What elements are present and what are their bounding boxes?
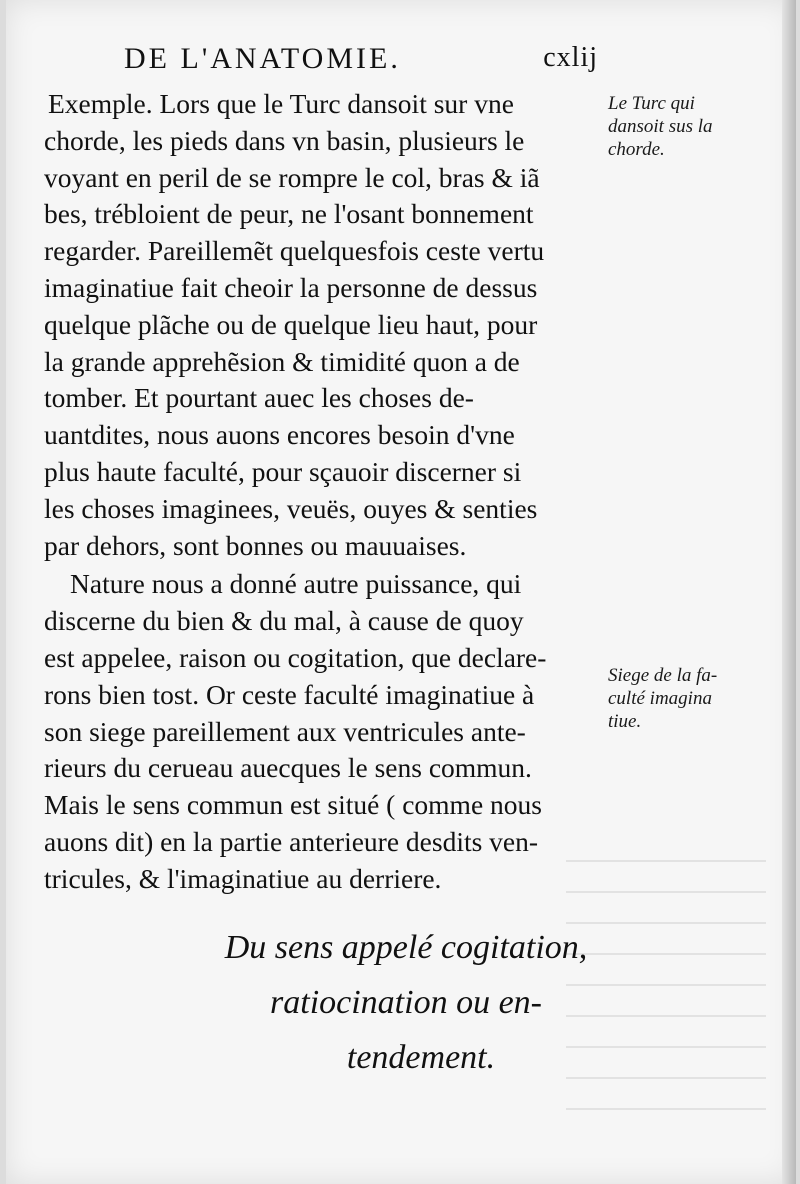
body-line: les choses imaginees, veuës, ouyes & senties — [44, 492, 538, 524]
body-line: la grande apprehẽsion & timidité quon a de — [44, 345, 520, 377]
body-line: regarder. Pareillemẽt quelquesfois ceste vertu — [44, 235, 545, 267]
margin-note-siege — [608, 664, 768, 733]
body-line: plus haute faculté, pour sçauoir discerner si — [44, 455, 522, 487]
section-heading — [6, 920, 800, 1085]
body-line: tomber. Et pourtant auec les choses de- — [44, 382, 474, 414]
section-heading-line: Du sens appelé cogitation, — [224, 929, 588, 966]
margin-note-line: chorde. — [608, 139, 665, 160]
body-line: bes, trébloient de peur, ne l'osant bonnement — [44, 198, 534, 230]
margin-note-line: tiue. — [608, 711, 642, 732]
body-line: tricules, & l'imaginatiue au derriere. — [44, 862, 442, 894]
book-page — [6, 0, 796, 1184]
body-line: son siege pareillement aux ventricules ante- — [44, 715, 526, 747]
body-line: rons bien tost. Or ceste faculté imaginatiue à — [44, 678, 535, 710]
body-line: uantdites, nous auons encores besoin d'vne — [44, 419, 515, 451]
body-line: Mais le sens commun est situé ( comme nous — [44, 789, 542, 821]
page-folio: cxlij — [543, 42, 598, 73]
running-head-title: DE L'ANATOMIE. — [124, 42, 401, 75]
section-heading-line: tendement. — [346, 1039, 496, 1076]
body-line: imaginatiue fait cheoir la personne de dessus — [44, 271, 538, 303]
body-line: par dehors, sont bonnes ou mauuaises. — [44, 529, 467, 561]
margin-note-line: dansoit sus la — [608, 116, 713, 137]
margin-note-line: Siege de la fa- — [608, 665, 718, 686]
margin-note-line: culté imagina — [608, 688, 712, 709]
body-line: est appelee, raison ou cogitation, que declare- — [44, 641, 547, 673]
margin-note-turc — [608, 92, 768, 161]
body-text — [44, 86, 614, 898]
body-line: chorde, les pieds dans vn basin, plusieurs le — [44, 124, 525, 156]
running-head — [124, 42, 604, 82]
body-line: Nature nous a donné autre puissance, qui — [70, 568, 522, 600]
body-line: discerne du bien & du mal, à cause de quoy — [44, 605, 524, 637]
section-heading-line: ratiocination ou en- — [270, 984, 542, 1021]
body-line: voyant en peril de se rompre le col, bras & iã — [44, 161, 540, 193]
body-line: auons dit) en la partie anterieure desdits ven- — [44, 825, 539, 857]
body-line: Exemple. Lors que le Turc dansoit sur vne — [48, 88, 514, 119]
margin-note-line: Le Turc qui — [608, 93, 695, 114]
body-line: quelque plãche ou de quelque lieu haut, pour — [44, 308, 538, 340]
body-line: rieurs du cerueau auecques le sens commun. — [44, 752, 532, 784]
